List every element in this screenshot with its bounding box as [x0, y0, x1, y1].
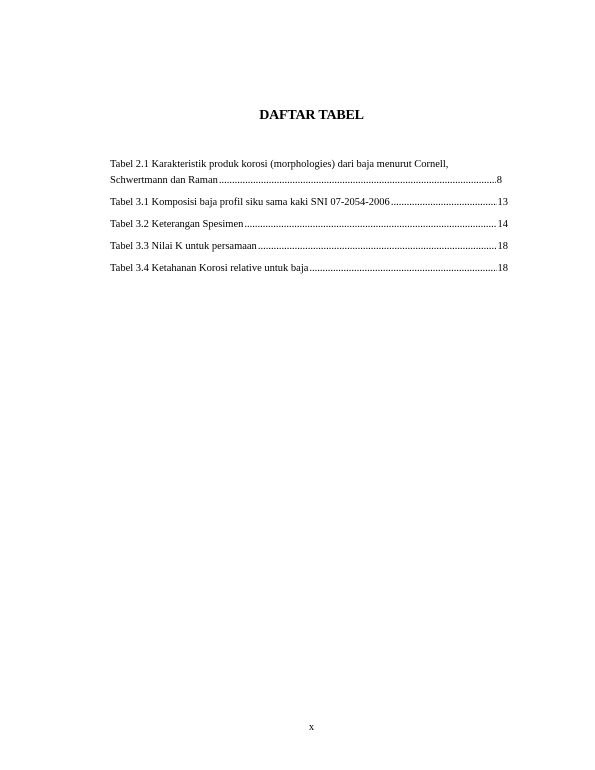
page-number: x	[308, 722, 315, 733]
dot-leader	[391, 195, 497, 211]
entry-title: Schwertmann dan Raman	[110, 175, 218, 186]
dot-leader	[244, 217, 496, 233]
entry-title: Tabel 3.3 Nilai K untuk persamaan	[110, 241, 257, 252]
entry-title: Tabel 3.4 Ketahanan Korosi relative untuk baja	[110, 263, 309, 274]
list-item-table-3-2[interactable]	[110, 217, 508, 233]
dot-leader	[219, 173, 496, 189]
list-item-table-3-1[interactable]	[110, 195, 508, 211]
entry-page-number: 18	[497, 263, 508, 274]
list-item-table-2-1[interactable]	[110, 157, 502, 189]
dot-leader	[309, 261, 496, 277]
list-item-table-3-3[interactable]	[110, 239, 508, 255]
entry-page-number: 8	[496, 175, 502, 186]
entry-page-number: 14	[497, 219, 508, 230]
page-title: DAFTAR TABEL	[259, 108, 364, 123]
entry-title: Tabel 3.1 Komposisi baja profil siku sama kaki SNI 07-2054-2006	[110, 197, 390, 208]
dot-leader	[258, 239, 497, 255]
table-list	[110, 157, 508, 283]
entry-title: Tabel 3.2 Keterangan Spesimen	[110, 219, 244, 230]
entry-page-number: 18	[497, 241, 508, 252]
entry-title-line-1: Tabel 2.1 Karakteristik produk korosi (morphologies) dari baja menurut Cornell,	[110, 159, 449, 170]
list-item-table-3-4[interactable]	[110, 261, 508, 277]
entry-page-number: 13	[497, 197, 508, 208]
